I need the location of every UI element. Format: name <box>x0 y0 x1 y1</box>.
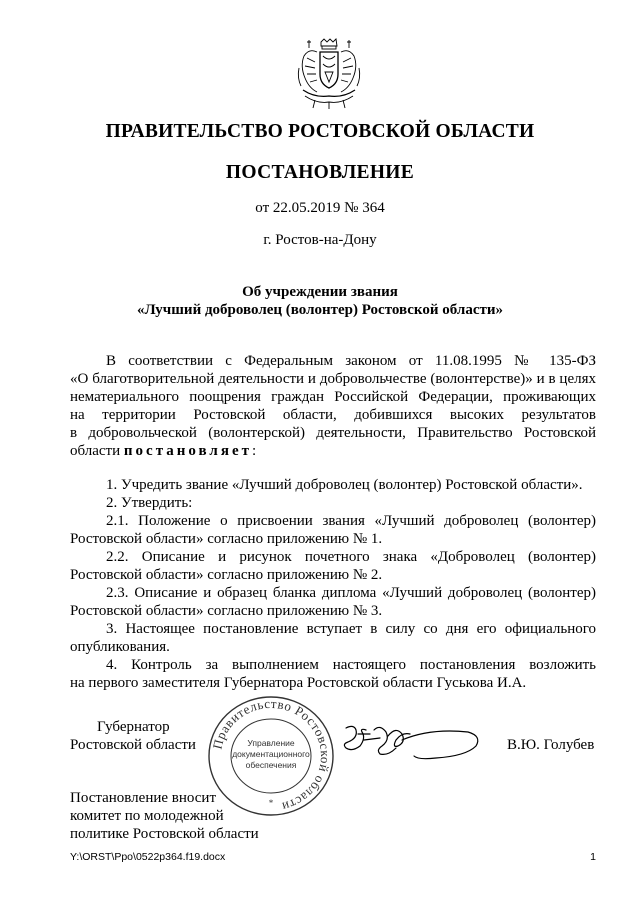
submitted-by-line1: Постановление вносит <box>70 790 217 806</box>
preamble-line: В соответствии с Федеральным законом от 11.08.1995 № 135-ФЗ <box>106 353 596 369</box>
svg-text:*: * <box>268 798 274 808</box>
page-number: 1 <box>590 851 596 863</box>
signer-region: Ростовской области <box>70 737 196 753</box>
item-2-1: 2.1. Положение о присвоении звания «Лучший доброволец (волонтер) <box>106 513 596 529</box>
item-4-cont: на первого заместителя Губернатора Ростовской области Гуськова И.А. <box>70 675 527 691</box>
coat-of-arms-emblem <box>295 38 363 110</box>
preamble-line: нематериального поощрения граждан Российской Федерации, проживающих <box>70 389 596 405</box>
item-2-2-cont: Ростовской области» согласно приложению № 2. <box>70 567 383 583</box>
decree-keyword: постановляет <box>123 443 252 459</box>
handwritten-signature-icon <box>340 720 485 764</box>
item-2-3: 2.3. Описание и образец бланка диплома «Лучший доброволец (волонтер) <box>106 585 596 601</box>
document-title-line2: «Лучший доброволец (волонтер) Ростовской области» <box>137 302 503 318</box>
seal-center-line2: документационного <box>232 749 310 759</box>
seal-ring-text: Правительство Ростовской области <box>209 695 334 815</box>
document-title-line1: Об учреждении звания <box>242 284 398 300</box>
item-3: 3. Настоящее постановление вступает в силу со дня его официального <box>106 621 596 637</box>
item-2-2: 2.2. Описание и рисунок почетного знака «Доброволец (волонтер) <box>106 549 596 565</box>
item-1: 1. Учредить звание «Лучший доброволец (волонтер) Ростовской области». <box>106 477 583 493</box>
item-3-cont: опубликования. <box>70 639 170 655</box>
signer-name: В.Ю. Голубев <box>507 737 595 753</box>
document-type: ПОСТАНОВЛЕНИЕ <box>225 162 415 183</box>
submitted-by-line3: политике Ростовской области <box>70 826 259 842</box>
preamble-line: на территории Ростовской области, добившихся высоких результатов <box>70 407 596 423</box>
item-2: 2. Утвердить: <box>106 495 193 511</box>
item-2-3-cont: Ростовской области» согласно приложению № 3. <box>70 603 383 619</box>
document-number: от 22.05.2019 № 364 <box>255 200 385 216</box>
seal-center-line3: обеспечения <box>245 760 297 770</box>
preamble-colon: : <box>252 443 257 459</box>
preamble-line: «О благотворительной деятельности и добровольчестве (волонтерстве)» и в целях <box>70 371 596 387</box>
submitted-by-line2: комитет по молодежной <box>70 808 224 824</box>
official-seal-icon <box>206 694 336 818</box>
preamble-line-last <box>70 442 596 460</box>
preamble-line: в добровольческой (волонтерской) деятельности, Правительство Ростовской <box>70 425 596 441</box>
signer-position: Губернатор <box>97 719 170 735</box>
seal-center-line1: Управление <box>247 738 295 748</box>
organization-title: ПРАВИТЕЛЬСТВО РОСТОВСКОЙ ОБЛАСТИ <box>105 121 535 142</box>
preamble-word: области <box>70 443 121 459</box>
footer-file-path: Y:\ORST\Ppo\0522p364.f19.docx <box>70 851 226 863</box>
document-city: г. Ростов-на-Дону <box>263 232 377 248</box>
item-2-1-cont: Ростовской области» согласно приложению № 1. <box>70 531 383 547</box>
item-4: 4. Контроль за выполнением настоящего постановления возложить <box>106 657 596 673</box>
